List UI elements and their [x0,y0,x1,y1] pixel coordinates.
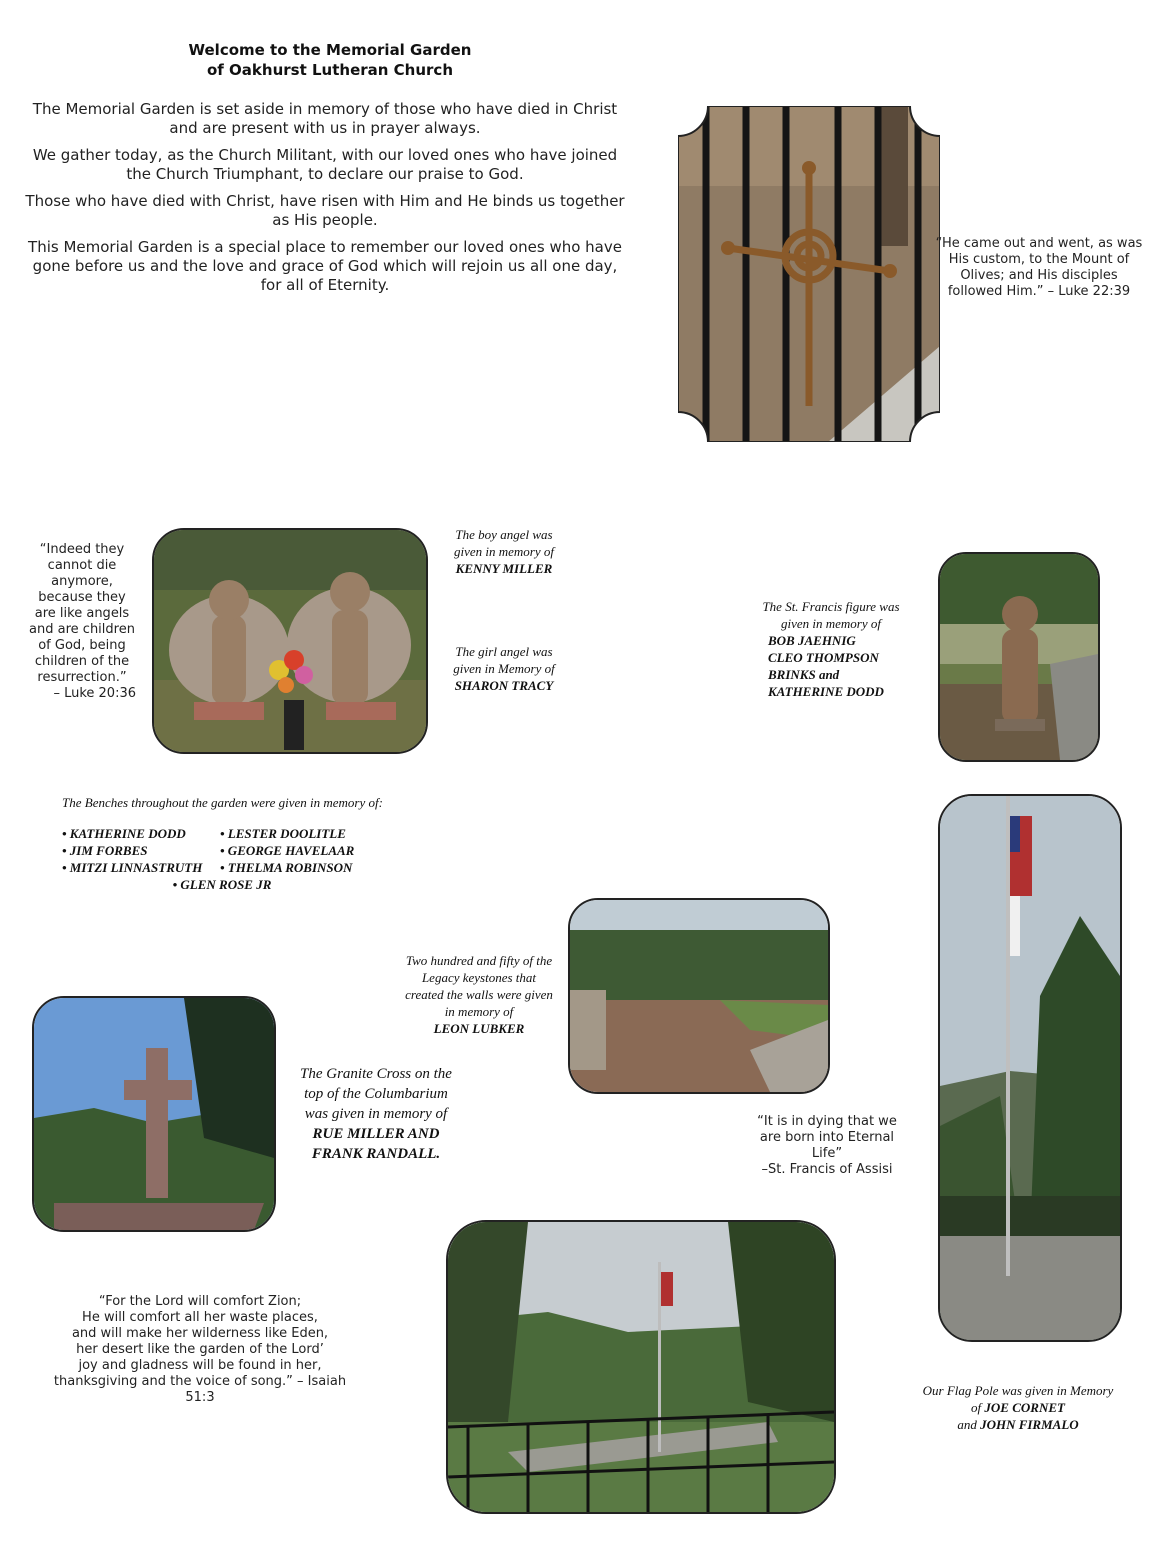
st-francis-name-1: BOB JAEHNIG [768,633,856,648]
title-line-2: of Oakhurst Lutheran Church [207,61,453,79]
quote-isaiah-line: and will make her wilderness like Eden, [71,1326,329,1341]
flag-pole-and: and [957,1417,977,1432]
bench-name: • JIM FORBES [62,843,148,858]
quote-isaiah-line: thanksgiving and the voice of song.” – Isaiah 51:3 [53,1374,347,1405]
benches-caption [62,794,392,893]
quote-luke-20-ref: – Luke 20:36 [53,686,136,701]
intro-paragraph-4: This Memorial Garden is a special place to remember our loved ones who have gone before us and the love and grace of God which will rejoin us all one day, for all of Eternity. [28,238,622,294]
st-francis-name-3: BRINKS and [768,667,840,682]
st-francis-image [940,554,1098,760]
keystone-walls-image [570,900,828,1092]
benches-intro: The Benches throughout the garden were given in memory of: [62,795,383,810]
bench-name: • KATHERINE DODD [62,826,186,841]
bench-name: • LESTER DOOLITLE [220,826,346,841]
flag-pole-image [940,796,1120,1340]
girl-angel-caption [452,643,556,694]
boy-angel-name: KENNY MILLER [455,561,553,576]
angels-photo [152,528,428,754]
quote-isaiah-line: He will comfort all her waste places, [82,1310,318,1325]
flag-pole-photo [938,794,1122,1342]
st-francis-name-2: CLEO THOMPSON [768,650,879,665]
keystone-walls-photo [568,898,830,1094]
intro-paragraph-3: Those who have died with Christ, have risen with Him and He binds us together as His people. [25,192,625,229]
granite-cross-caption [298,1064,454,1164]
intro-paragraph-1: The Memorial Garden is set aside in memory of those who have died in Christ and are present with us in prayer always. [32,100,618,137]
quote-isaiah [40,1294,360,1406]
quote-isaiah-line: her desert like the garden of the Lord’ [76,1342,324,1357]
angels-image [154,530,426,752]
boy-angel-caption [452,526,556,577]
quote-st-francis-ref: –St. Francis of Assisi [761,1162,893,1177]
flag-pole-caption [920,1382,1116,1433]
intro-text [20,100,630,303]
keystone-caption-text: Two hundred and fifty of the Legacy keystones that created the walls were given in memory of [405,953,553,1019]
quote-st-francis [756,1114,898,1178]
intro-paragraph-2: We gather today, as the Church Militant, with our loved ones who have joined the Church Triumphant, to declare our praise to God. [32,146,618,183]
granite-cross-photo [32,996,276,1232]
bench-name-last: • GLEN ROSE JR [172,877,272,892]
quote-isaiah-line: joy and gladness will be found in her, [78,1358,322,1373]
flag-pole-name-2: JOHN FIRMALO [980,1417,1079,1432]
boy-angel-caption-text: The boy angel was given in memory of [453,527,554,559]
page-title [150,40,510,80]
granite-cross-image [34,998,274,1230]
st-francis-caption [756,598,906,700]
gate-cross-image [678,106,940,442]
girl-angel-caption-text: The girl angel was given in Memory of [453,644,555,676]
flag-pole-name-1: JOE CORNET [984,1400,1065,1415]
quote-isaiah-line: “For the Lord will comfort Zion; [98,1294,302,1309]
girl-angel-name: SHARON TRACY [454,678,554,693]
keystone-caption [404,952,554,1037]
gate-cross-photo [678,106,940,442]
flag-pole-caption-text: Our Flag Pole was given in Memory of [922,1383,1114,1415]
st-francis-photo [938,552,1100,762]
st-francis-caption-text: The St. Francis figure was given in memory of [762,599,900,631]
granite-cross-names: RUE MILLER AND FRANK RANDALL. [311,1126,441,1162]
bench-name: • GEORGE HAVELAAR [220,843,355,858]
quote-luke-20 [28,542,136,702]
quote-luke-22: “He came out and went, as was His custom, to the Mount of Olives; and His disciples followed Him.” – Luke 22:39 [935,236,1143,299]
garden-overview-photo [446,1220,836,1514]
garden-overview-image [448,1222,834,1512]
flag-pole-name-line [920,1416,1116,1433]
bench-name: • MITZI LINNASTRUTH [62,860,203,875]
bench-name: • THELMA ROBINSON [220,860,353,875]
quote-st-francis-text: “It is in dying that we are born into Eternal Life” [757,1114,897,1161]
keystone-name: LEON LUBKER [433,1021,525,1036]
st-francis-name-4: KATHERINE DODD [768,684,884,699]
quote-luke-20-text: “Indeed they cannot die anymore, because they are like angels and are children of God, being children of the resurrection.” [29,542,135,685]
title-line-1: Welcome to the Memorial Garden [188,41,472,59]
benches-list [62,825,392,876]
granite-cross-caption-text: The Granite Cross on the top of the Columbarium was given in memory of [300,1066,452,1122]
